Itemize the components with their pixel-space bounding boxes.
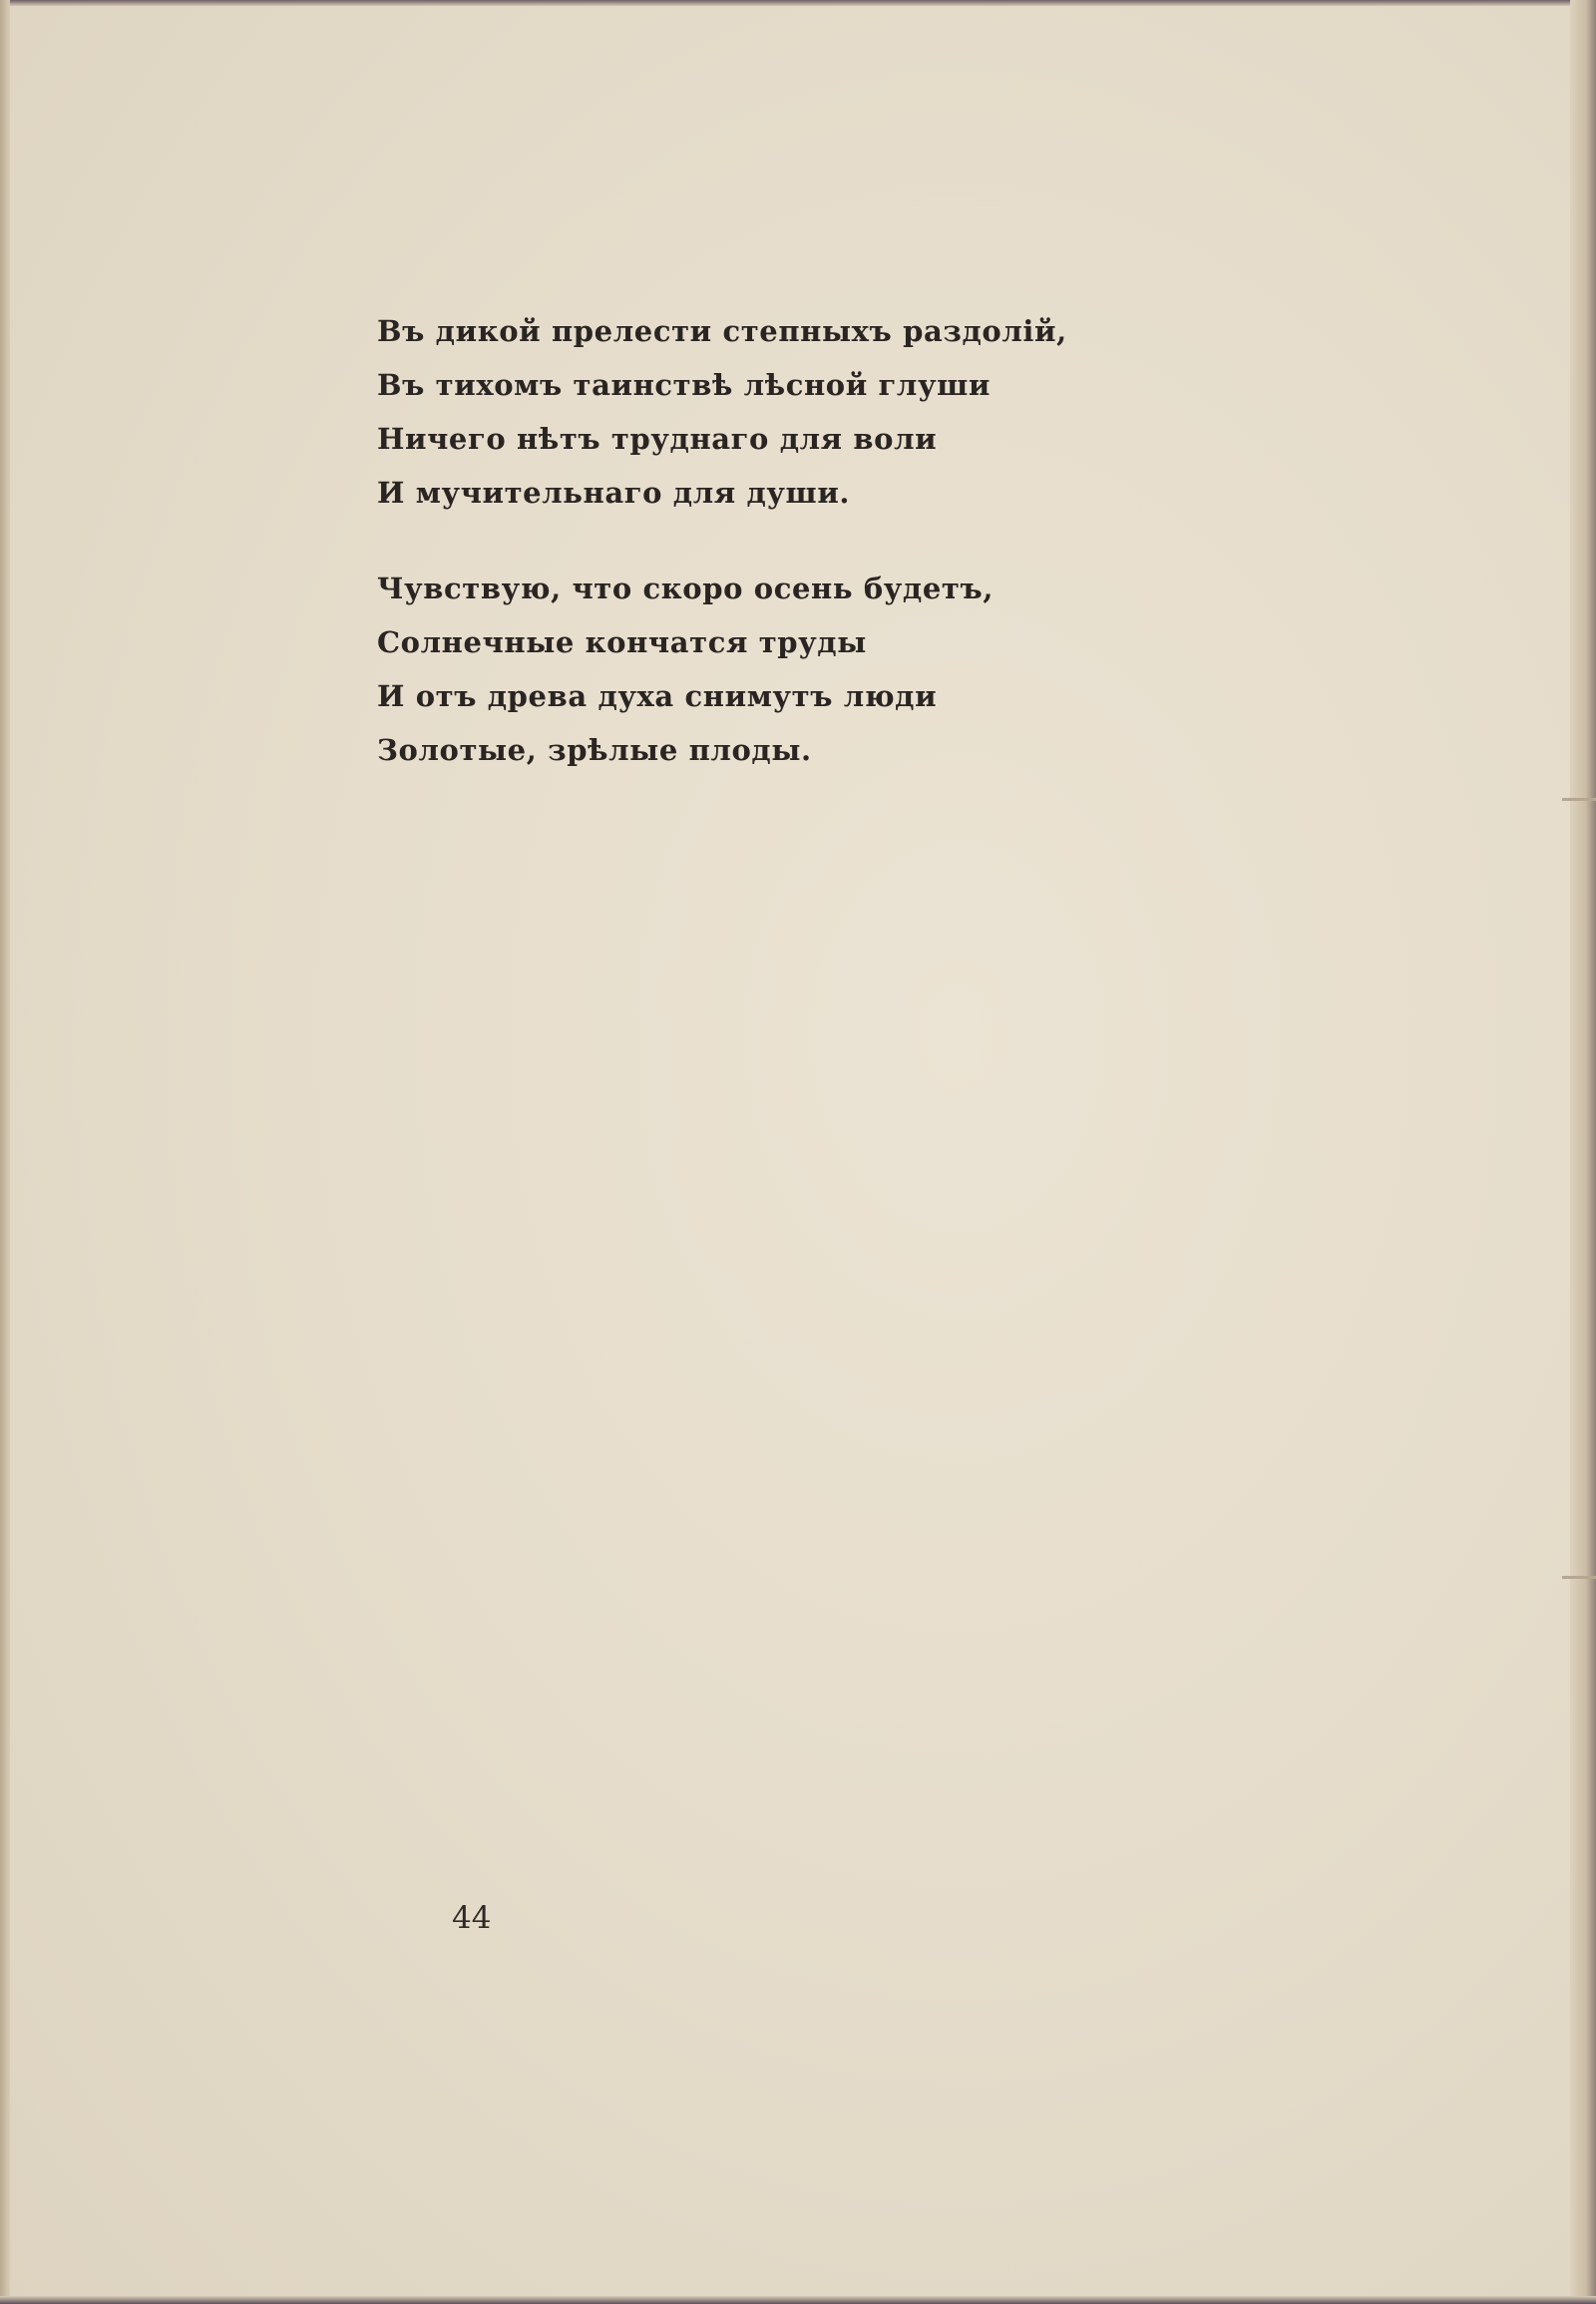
stanza-2 bbox=[377, 562, 1075, 777]
poem-line: И мучительнаго для души. bbox=[377, 476, 851, 510]
poem-line: Чувствую, что скоро осень будетъ, bbox=[377, 572, 995, 605]
poem-line: Ничего нѣтъ труднаго для воли bbox=[377, 422, 938, 456]
poem bbox=[377, 304, 1075, 819]
poem-line: Въ тихомъ таинствѣ лѣсной глуши bbox=[377, 368, 991, 402]
poem-line: Солнечные кончатся труды bbox=[377, 625, 867, 659]
page-left-edge bbox=[0, 0, 10, 2304]
page-fold-mark bbox=[1562, 798, 1596, 801]
poem-line: И отъ древа духа снимутъ люди bbox=[377, 679, 938, 713]
poem-line: Въ дикой прелести степныхъ раздолій, bbox=[377, 314, 1067, 348]
page-top-edge bbox=[0, 0, 1596, 6]
page-right-edge bbox=[1570, 0, 1596, 2304]
page-number: 44 bbox=[452, 1900, 492, 1936]
poem-line: Золотые, зрѣлые плоды. bbox=[377, 733, 812, 767]
stanza-1 bbox=[377, 304, 1075, 520]
page-fold-mark bbox=[1562, 1576, 1596, 1579]
page-bottom-edge bbox=[0, 2296, 1596, 2304]
